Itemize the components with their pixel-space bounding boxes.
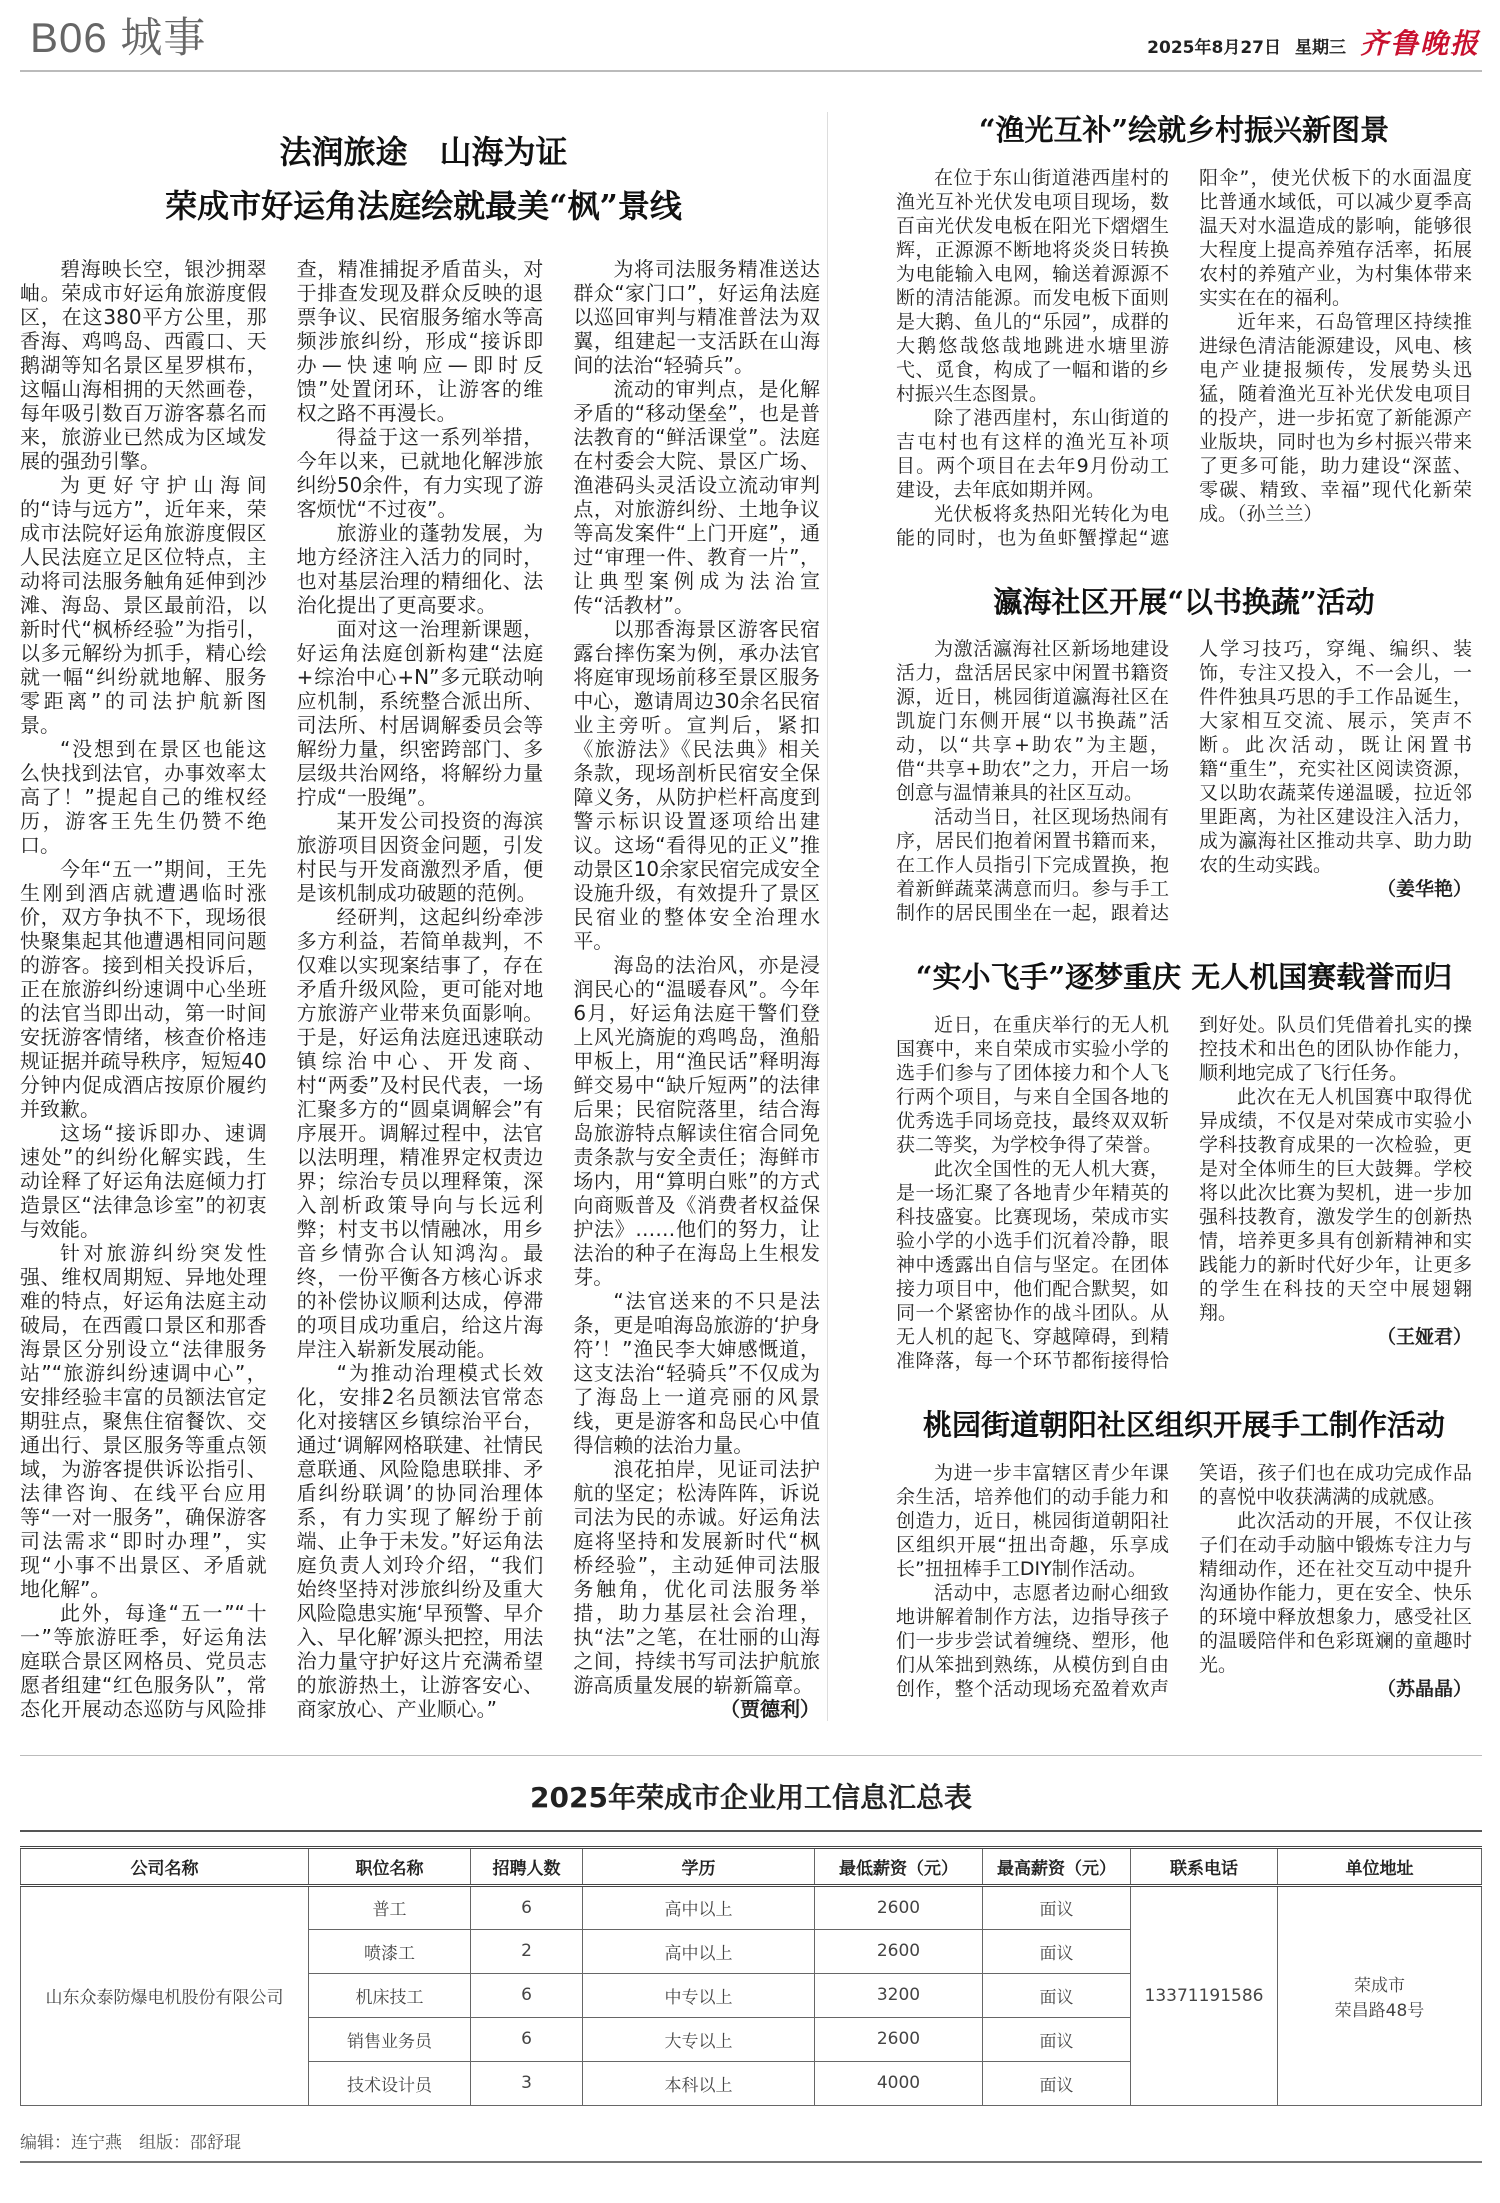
article-paragraph: 此次活动的开展，不仅让孩子们在动手动脑中锻炼专注力与精细动作，还在社交互动中提升沟通协作能力，更在安全、快乐的环境中释放想象力，感受社区的温暖陪伴和色彩斑斓的童趣时光。 [1199,1509,1472,1676]
article-paragraph: 旅游业的蓬勃发展，为地方经济注入活力的同时，也对基层治理的精细化、法治化提出了更高要求。 [296,521,544,618]
education-cell: 高中以上 [583,1885,815,1929]
books-article [896,584,1482,926]
table-row [21,1885,1482,1929]
article-paragraph: 此次在无人机国赛中取得优异成绩，不仅是对荣成市实验小学科技教育成果的一次检验，更是对全体师生的巨大鼓舞。学校将以此次比赛为契机，进一步加强科技教育，激发学生的创新热情，培养更多具有创新精神和实践能力的新时代好少年，让更多的学生在科技的天空中展翅翱翔。 [1199,1086,1472,1325]
max-salary-cell: 面议 [983,2061,1131,2105]
fishery-article-title: “渔光互补”绘就乡村振兴新图景 [978,113,1390,147]
article-author: （苏晶晶） [1376,1677,1472,1700]
table-header-cell: 单位地址 [1278,1847,1482,1885]
education-cell: 本科以上 [583,2061,815,2105]
education-cell: 高中以上 [583,1929,815,1973]
headcount-cell: 6 [471,1885,583,1929]
editor-credit: 编辑：连宁燕 组版：邵舒琨 [20,2128,1482,2163]
books-article-body [896,637,1472,925]
article-paragraph: 此外，每逢“五一”“十一”等旅游旺季，好运角法庭联合景区网格员、党员志愿者组建“红色服务队”，常态化开展动态巡防与风险排查，精准捕捉矛盾苗头，对于排查发现及群众反映的退票争议、民宿服务缩水等高频涉旅纠纷，形成“接诉即办—快速响应—即时反馈”处置闭环，让游客的维权之路不再漫长。 [20,257,544,1722]
fishery-article [896,112,1482,550]
article-author: （姜华艳） [1376,878,1472,901]
article-paragraph: 以那香海景区游客民宿露台摔伤案为例，承办法官将庭审现场前移至景区服务中心，邀请周边30余名民宿业主旁听。宣判后，紧扣《旅游法》《民法典》相关条款，现场剖析民宿安全保障义务，从防护栏杆高度到警示标识设置逐项给出建议。这场“看得见的正义”推动景区10余家民宿完成安全设施升级，有效提升了景区民宿业的整体安全治理水平。 [573,617,820,954]
article-paragraph: “法官送来的不只是法条，更是咱海岛旅游的‘护身符’！”渔民李大婶感慨道，这支法治“轻骑兵”不仅成为了海岛上一道亮丽的风景线，更是游客和岛民心中值得信赖的法治力量。 [573,1289,820,1458]
article-paragraph: 除了港西崖村，东山街道的吉屯村也有这样的渔光互补项目。两个项目在去年9月份动工建设，去年底如期并网。 [896,406,1169,501]
article-paragraph: 海岛的法治风，亦是浸润民心的“温暖春风”。今年6月，好运角法庭干警们登上风光旖旎的鸡鸣岛，渔船甲板上，用“渔民话”释明海鲜交易中“缺斤短两”的法律后果；民宿院落里，结合海岛旅游特点解读住宿合同免责条款与安全责任；海鲜市场内，用“算明白账”的方式向商贩普及《消费者权益保护法》……他们的努力，让法治的种子在海岛上生根发芽。 [573,953,820,1290]
min-salary-cell: 2600 [815,1885,983,1929]
position-cell: 喷漆工 [309,1929,471,1973]
headcount-cell: 3 [471,2061,583,2105]
table-header-row [21,1847,1482,1885]
headcount-cell: 2 [471,1929,583,1973]
weekday: 星期三 [1294,38,1346,58]
article-paragraph: 近年来，石岛管理区持续推进绿色清洁能源建设，风电、核电产业捷报频传，发展势头迅猛，随着渔光互补光伏发电项目的投产，进一步拓宽了新能源产业版块，同时也为乡村振兴带来了更多可能，助力建设“深蓝、零碳、精致、幸福”现代化新荣成。（孙兰兰） [1199,310,1472,525]
table-header-cell: 学历 [583,1847,815,1885]
main-content [20,72,1482,1735]
table-header-cell: 职位名称 [309,1847,471,1885]
drone-article [896,959,1482,1373]
max-salary-cell: 面议 [983,1885,1131,1929]
table-header-cell: 招聘人数 [471,1847,583,1885]
jobs-table [20,1846,1482,2106]
article-author: （王娅君） [1376,1326,1472,1349]
position-cell: 机床技工 [309,1973,471,2017]
min-salary-cell: 3200 [815,1973,983,2017]
left-article-subtitle: 荣成市好运角法庭绘就最美“枫”景线 [165,186,682,225]
address-cell [1278,1885,1482,2105]
article-paragraph: 活动当日，社区现场热闹有序，居民们抱着闲置书籍而来，在工作人员指引下完成置换，抱着新鲜蔬菜满意而归。参与手工制作的居民围坐在一起，跟着达人学习技巧，穿绳、编织、装饰，专注又投入，不一会儿，一件件独具巧思的手工作品诞生，大家相互交流、展示，笑声不断。此次活动，既让闲置书籍“重生”，充实社区阅读资源，又以助农蔬菜传递温暖，拉近邻里距离，为社区建设注入活力，成为瀛海社区推动共享、助力助农的生动实践。 [896,638,1472,925]
article-paragraph: 碧海映长空，银沙拥翠岫。荣成市好运角旅游度假区，在这380平方公里，那香海、鸡鸣岛、西霞口、天鹅湖等知名景区星罗棋布，这幅山海相拥的天然画卷，每年吸引数百万游客慕名而来，旅游业已然成为区域发展的强劲引擎。 [20,257,267,474]
article-paragraph: 此次全国性的无人机大赛，是一场汇聚了各地青少年精英的科技盛宴。比赛现场，荣成市实验小学的小选手们沉着冷静，眼神中透露出自信与坚定。在团体接力项目中，他们配合默契，如同一个紧密协作的战斗团队。从无人机的起飞、穿越障碍，到精准降落，每一个环节都衔接得恰到好处。队员们凭借着扎实的操控技术和出色的团队协作能力，顺利地完成了飞行任务。 [896,1014,1472,1373]
masthead-info [1147,22,1480,62]
address-line: 荣成市 [1354,1975,1405,1996]
max-salary-cell: 面议 [983,1973,1131,2017]
drone-article-body [896,1013,1472,1373]
position-cell: 销售业务员 [309,2017,471,2061]
article-paragraph: 近日，在重庆举行的无人机国赛中，来自荣成市实验小学的选手们参与了团体接力和个人飞行两个项目，与来自全国各地的优秀选手同场竞技，最终双双斩获二等奖，为学校争得了荣誉。 [896,1014,1169,1157]
craft-article-body [896,1461,1472,1701]
newspaper-logo: 齐鲁晚报 [1359,27,1480,60]
article-paragraph: 光伏板将炙热阳光转化为电能的同时，也为鱼虾蟹撑起“遮阳伞”，使光伏板下的水面温度比普通水域低，可以减少夏季高温天对水温造成的影响，能够很大程度上提高养殖存活率，拓展农村的养殖产业，为村集体带来实实在在的福利。 [896,166,1472,549]
article-author: （贾德利） [719,1697,820,1722]
article-paragraph: 这场“接诉即办、速调速处”的纠纷化解实践，生动诠释了好运角法庭倾力打造景区“法律急诊室”的初衷与效能。 [20,1121,267,1242]
article-paragraph: 活动中，志愿者边耐心细致地讲解着制作方法，边指导孩子们一步步尝试着缠绕、塑形，他们从笨拙到熟练，从模仿到自由创作，整个活动现场充盈着欢声笑语，孩子们也在成功完成作品的喜悦中收获满满的成就感。 [896,1461,1472,1700]
article-paragraph: “为推动治理模式长效化，安排2名员额法官常态化对接辖区乡镇综治平台，通过‘调解网格联建、社情民意联通、风险隐患联排、矛盾纠纷联调’的协同治理体系，有力实现了解纷于前端、止争于未发。”好运角法庭负责人刘玲介绍，“我们始终坚持对涉旅纠纷及重大风险隐患实施‘早预警、早介入、早化解’源头把控，用法治力量守护好这片充满希望的旅游热土，让游客安心、商家放心、产业顺心。” [296,1361,544,1722]
position-cell: 技术设计员 [309,2061,471,2105]
article-paragraph: 某开发公司投资的海滨旅游项目因资金问题，引发村民与开发商激烈矛盾，便是该机制成功破题的范例。 [296,809,544,906]
education-cell: 中专以上 [583,1973,815,2017]
max-salary-cell: 面议 [983,2017,1131,2061]
jobs-table-title: 2025年荣成市企业用工信息汇总表 [20,1776,1482,1832]
books-article-title: 瀛海社区开展“以书换蔬”活动 [993,584,1375,619]
article-paragraph: 为激活瀛海社区新场地建设活力，盘活居民家中闲置书籍资源，近日，桃园街道瀛海社区在凯旋门东侧开展“以书换蔬”活动，以“共享+助农”为主题，借“共享+助农”之力，开启一场创意与温情兼具的社区互动。 [896,638,1169,805]
headcount-cell: 6 [471,1973,583,2017]
article-paragraph: 在位于东山街道港西崖村的渔光互补光伏发电项目现场，数百亩光伏发电板在阳光下熠熠生辉，正源源不断地将炎炎日转换为电能输入电网，输送着源源不断的清洁能源。而发电板下面则是大鹅、鱼儿的“乐园”，成群的大鹅悠哉悠哉地跳进水塘里游弋、觅食，构成了一幅和谐的乡村振兴生态图景。 [896,166,1169,405]
article-paragraph: 得益于这一系列举措，今年以来，已就地化解涉旅纠纷50余件，有力实现了游客烦忧“不过夜”。 [296,425,544,522]
table-header-cell: 联系电话 [1131,1847,1278,1885]
min-salary-cell: 2600 [815,1929,983,1973]
left-article [20,112,828,1721]
article-paragraph: 面对这一治理新课题，好运角法庭创新构建“法庭+综治中心+N”多元联动响应机制，系统整合派出所、司法所、村居调解委员会等解纷力量，织密跨部门、多层级共治网络，将解纷力量拧成“一股绳”。 [296,617,544,810]
page-section-label: B06 城事 [30,14,207,61]
article-paragraph: 为更好守护山海间的“诗与远方”，近年来，荣成市法院好运角旅游度假区人民法庭立足区位特点，主动将司法服务触角延伸到沙滩、海岛、景区最前沿，以新时代“枫桥经验”为指引，以多元解纷为抓手，精心绘就一幅“纠纷就地解、服务零距离”的司法护航新图景。 [20,473,267,738]
article-paragraph: 流动的审判点，是化解矛盾的“移动堡垒”，也是普法教育的“鲜活课堂”。法庭在村委会大院、景区广场、渔港码头灵活设立流动审判点，对旅游纠纷、土地争议等高发案件“上门开庭”，通过“审理一件、教育一片”，让典型案例成为法治宣传“活教材”。 [573,377,820,618]
drone-article-title: “实小飞手”逐梦重庆 无人机国赛载誉而归 [915,960,1453,995]
table-header-cell: 公司名称 [21,1847,309,1885]
craft-article-title: 桃园街道朝阳社区组织开展手工制作活动 [922,1408,1445,1443]
article-paragraph: 为进一步丰富辖区青少年课余生活，培养他们的动手能力和创造力，近日，桃园街道朝阳社区组织开展“扭出奇趣，乐享成长”扭扭棒手工DIY制作活动。 [896,1461,1169,1580]
phone-cell: 13371191586 [1131,1885,1278,2105]
article-paragraph: 针对旅游纠纷突发性强、维权周期短、异地处理难的特点，好运角法庭主动破局，在西霞口景区和那香海景区分别设立“法律服务站”“旅游纠纷速调中心”，安排经验丰富的员额法官定期驻点，聚焦住宿餐饮、交通出行、景区服务等重点领域，为游客提供诉讼指引、法律咨询、在线平台应用等“一对一服务”，确保游客司法需求“即时办理”，实现“小事不出景区、矛盾就地化解”。 [20,1241,267,1602]
article-paragraph: 为将司法服务精准送达群众“家门口”，好运角法庭以巡回审判与精准普法为双翼，组建起一支活跃在山海间的法治“轻骑兵”。 [573,257,820,378]
article-paragraph: “没想到在景区也能这么快找到法官，办事效率太高了！”提起自己的维权经历，游客王先生仍赞不绝口。 [20,737,267,858]
headcount-cell: 6 [471,2017,583,2061]
max-salary-cell: 面议 [983,1929,1131,1973]
article-paragraph: 浪花拍岸，见证司法护航的坚定；松涛阵阵，诉说司法为民的赤诚。好运角法庭将坚持和发展新时代“枫桥经验”，主动延伸司法服务触角，优化司法服务举措，助力基层社会治理，执“法”之笔，在壮丽的山海之间，持续书写司法护航旅游高质量发展的崭新篇章。 [573,1457,820,1698]
left-article-body [20,257,820,1721]
table-header-cell: 最高薪资（元） [983,1847,1131,1885]
min-salary-cell: 2600 [815,2017,983,2061]
position-cell: 普工 [309,1885,471,1929]
right-column [866,112,1482,1735]
min-salary-cell: 4000 [815,2061,983,2105]
company-name-cell: 山东众泰防爆电机股份有限公司 [21,1885,309,2105]
craft-article [896,1407,1482,1701]
jobs-section [20,1755,1482,2106]
fishery-article-body [896,166,1472,550]
address-line: 荣昌路48号 [1334,2000,1425,2021]
article-paragraph: 经研判，这起纠纷牵涉多方利益，若简单裁判，不仅难以实现案结事了，存在矛盾升级风险，更可能对地方旅游产业带来负面影响。于是，好运角法庭迅速联动镇综治中心、开发商、村“两委”及村民代表，一场汇聚多方的“圆桌调解会”有序展开。调解过程中，法官以法明理，精准界定权责边界；综治专员以理释策，深入剖析政策导向与长远利弊；村支书以情融冰，用乡音乡情弥合认知鸿沟。最终，一份平衡各方核心诉求的补偿协议顺利达成，停滞的项目成功重启，给这片海岸注入崭新发展动能。 [296,905,544,1362]
article-paragraph: 今年“五一”期间，王先生刚到酒店就遭遇临时涨价，双方争执不下，现场很快聚集起其他遭遇相同问题的游客。接到相关投诉后，正在旅游纠纷速调中心坐班的法官当即出动，第一时间安抚游客情绪，核查价格违规证据并疏导秩序，短短40分钟内促成酒店按原价履约并致歉。 [20,857,267,1122]
education-cell: 大专以上 [583,2017,815,2061]
left-article-title: 法润旅途 山海为证 [279,133,568,171]
issue-date: 2025年8月27日 [1147,38,1281,58]
table-header-cell: 最低薪资（元） [815,1847,983,1885]
page-header [20,0,1482,72]
